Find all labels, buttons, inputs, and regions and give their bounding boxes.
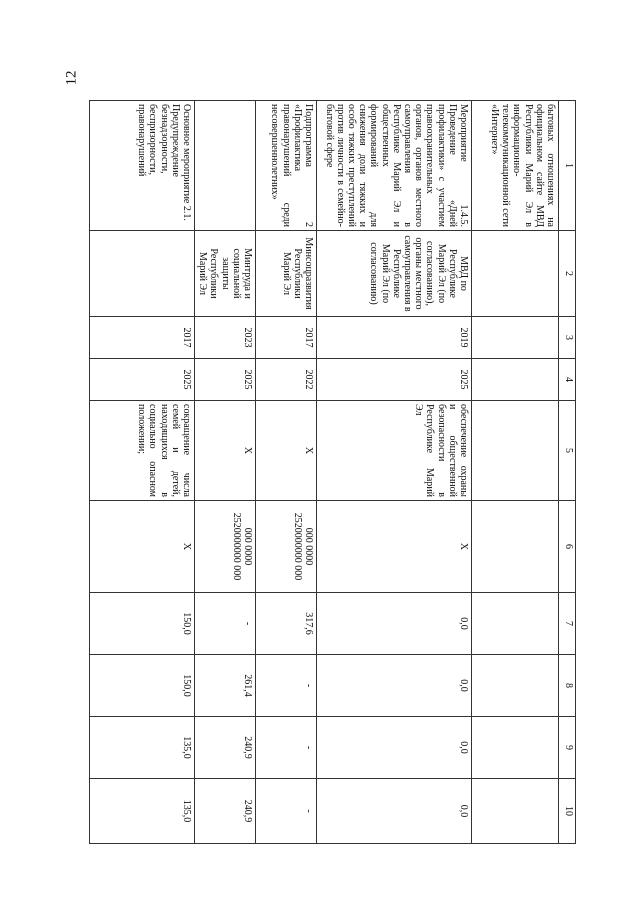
row-2-col-6: Х: [317, 501, 472, 593]
header-col-4: 4: [559, 359, 576, 401]
row-3-col-3: 2017: [256, 317, 317, 359]
row-5-col-6: Х: [90, 501, 195, 593]
row-4-col-7: -: [195, 593, 256, 655]
row-3-col-1: Подпрограмма 2 «Профилактика правонарушений среди несовершеннолетних»: [256, 101, 317, 231]
row-5-col-1: Основное мероприятие 2.1. Предупреждение безнадзорности, беспризорности, правонарушений: [90, 101, 195, 231]
row-1-col-4: [472, 359, 559, 401]
header-col-3: 3: [559, 317, 576, 359]
row-2-col-1: Мероприятие 1.4.5. Проведение «Дней профилактики» с участием правоохранительных органов, органов местного самоуправления в Республике Марий Эл и общественных формирований для снижения доли тяжких и особо тяжких преступлений против личности в семейно-бытовой сфере: [317, 101, 472, 231]
row-1-col-3: [472, 317, 559, 359]
row-2-col-2: МВД по Республике Марий Эл (по согласованию), органы местного самоуправления в Республике Марий Эл (по согласованию): [317, 231, 472, 317]
table-row: [472, 101, 559, 844]
row-2-col-5: обеспечение охраны и общественной безопасности в Республике Марий Эл: [317, 401, 472, 501]
row-1-col-9: [472, 717, 559, 779]
row-5-col-8: 150,0: [90, 655, 195, 717]
row-4-col-3: 2023: [195, 317, 256, 359]
row-4-col-5: Х: [195, 401, 256, 501]
row-5-col-7: 150,0: [90, 593, 195, 655]
header-col-9: 9: [559, 717, 576, 779]
row-5-col-5: сокращение числа семей и детей, находящихся в социально опасном положении;: [90, 401, 195, 501]
row-2-col-3: 2019: [317, 317, 472, 359]
row-2-col-8: 0,0: [317, 655, 472, 717]
row-4-col-6: [195, 501, 256, 593]
row-3-col-6-code-a: 000 0000: [303, 527, 314, 566]
rotated-table-wrapper: [106, 100, 576, 843]
row-1-col-8: [472, 655, 559, 717]
row-4-col-1: [195, 101, 256, 231]
row-4-col-6-code-a: 000 0000: [242, 527, 253, 566]
row-3-col-10: -: [256, 779, 317, 844]
row-1-col-2: [472, 231, 559, 317]
row-4-col-10: 240,9: [195, 779, 256, 844]
row-1-col-5: [472, 401, 559, 501]
row-4-col-6-code-b: 2520000000 000: [230, 512, 242, 581]
row-4-col-4: 2025: [195, 359, 256, 401]
row-1-col-1: бытовых отношениях на официальном сайте МВД Республики Марий Эл в информационно-телекоммуникационной сети «Интернет»: [472, 101, 559, 231]
row-2-col-7: 0,0: [317, 593, 472, 655]
program-table: [89, 100, 576, 844]
header-col-6: 6: [559, 501, 576, 593]
page-number: 12: [63, 70, 80, 86]
row-2-col-9: 0,0: [317, 717, 472, 779]
row-3-col-5: Х: [256, 401, 317, 501]
row-4-col-9: 240,9: [195, 717, 256, 779]
header-col-8: 8: [559, 655, 576, 717]
row-2-col-4: 2025: [317, 359, 472, 401]
row-5-col-3: 2017: [90, 317, 195, 359]
table-row: [317, 101, 472, 844]
table-row: [195, 101, 256, 844]
table-row: [256, 101, 317, 844]
header-col-2: 2: [559, 231, 576, 317]
row-3-col-2: Минсоцразвития Республики Марий Эл: [256, 231, 317, 317]
row-1-col-7: [472, 593, 559, 655]
header-col-10: 10: [559, 779, 576, 844]
header-col-5: 5: [559, 401, 576, 501]
table-row: [90, 101, 195, 844]
row-3-col-6: [256, 501, 317, 593]
row-4-col-8: 261,4: [195, 655, 256, 717]
table-header-row: [559, 101, 576, 844]
row-3-col-6-code-b: 2520000000 000: [291, 512, 303, 581]
row-3-col-8: -: [256, 655, 317, 717]
row-3-col-9: -: [256, 717, 317, 779]
row-3-col-7: 317,6: [256, 593, 317, 655]
row-3-col-4: 2022: [256, 359, 317, 401]
row-1-col-10: [472, 779, 559, 844]
row-5-col-9: 135,0: [90, 717, 195, 779]
row-5-col-2: [90, 231, 195, 317]
header-col-7: 7: [559, 593, 576, 655]
row-2-col-10: 0,0: [317, 779, 472, 844]
row-5-col-4: 2025: [90, 359, 195, 401]
row-1-col-6: [472, 501, 559, 593]
row-4-col-2: Минтруда и социальной защиты Республики Марий Эл: [195, 231, 256, 317]
row-5-col-10: 135,0: [90, 779, 195, 844]
header-col-1: 1: [559, 101, 576, 231]
